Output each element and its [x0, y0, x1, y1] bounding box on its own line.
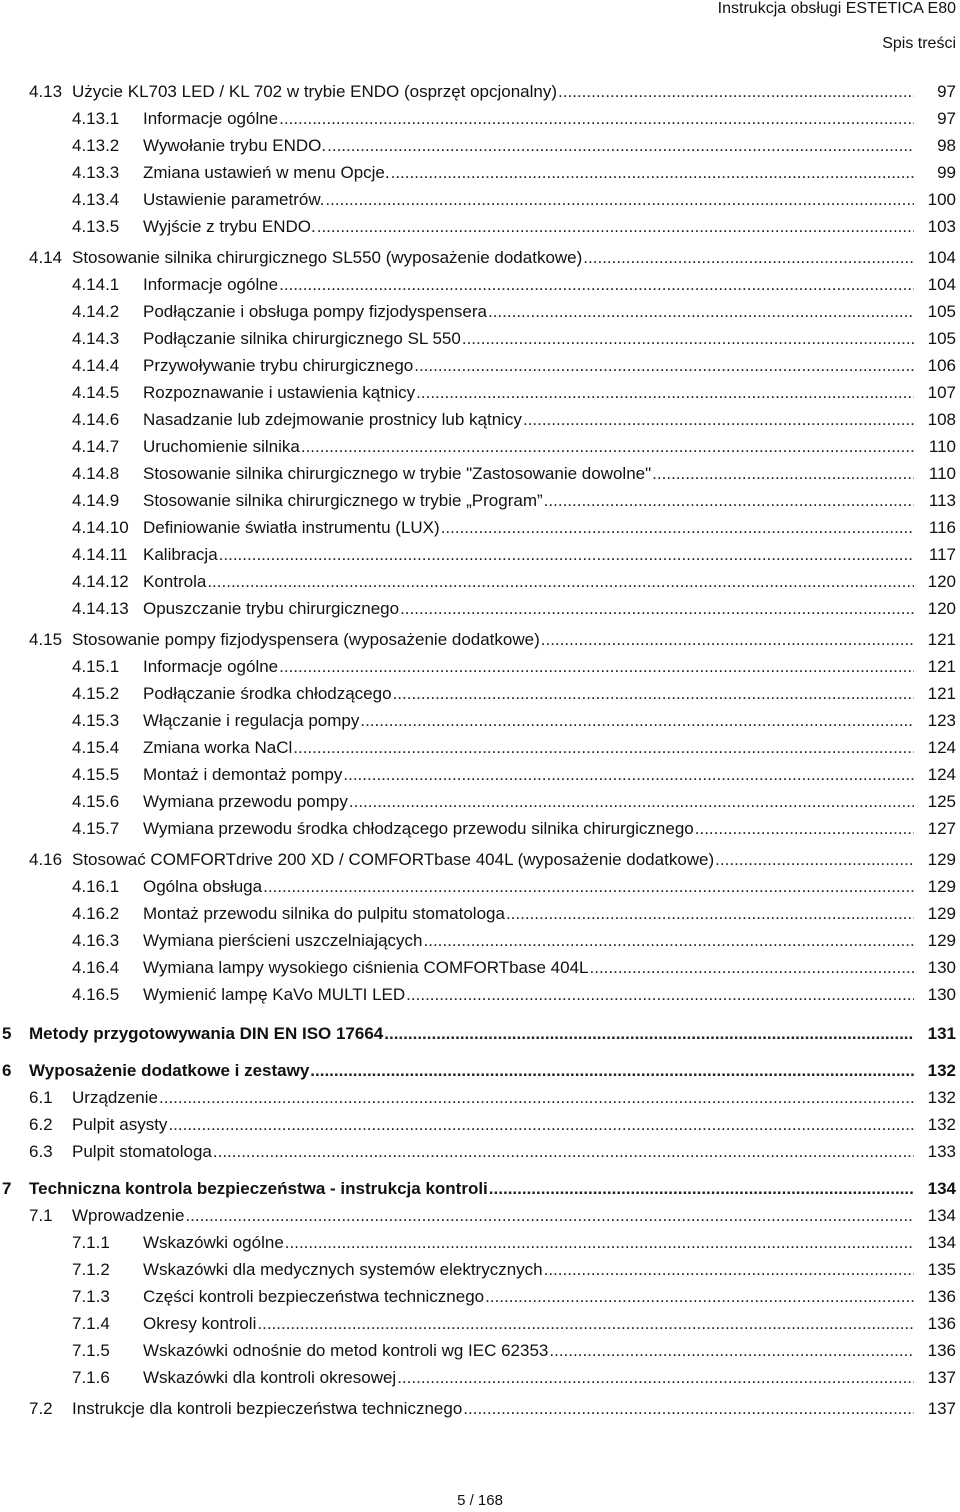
toc-entry-title[interactable]: Okresy kontroli — [143, 1314, 257, 1333]
toc-entry-body — [143, 958, 920, 978]
toc-entry-body — [72, 1142, 920, 1162]
toc-entry-title[interactable]: Stosowanie silnika chirurgicznego SL550 (wyposażenie dodatkowe) — [72, 248, 583, 267]
dot-leader — [310, 1061, 914, 1081]
toc-entry-title[interactable]: Montaż i demontaż pompy — [143, 765, 343, 784]
toc-entry-title[interactable]: Pulpit asysty — [72, 1115, 168, 1134]
dot-leader — [207, 572, 914, 592]
toc-entry[interactable] — [0, 850, 960, 874]
dot-leader — [463, 1399, 914, 1419]
toc-entry-body — [72, 1088, 920, 1108]
toc-entry[interactable] — [0, 877, 960, 901]
toc-entry[interactable] — [0, 1287, 960, 1311]
toc-entry-body — [29, 1061, 920, 1081]
toc-entry[interactable] — [0, 657, 960, 681]
toc-entry-page-number[interactable]: 120 — [927, 599, 956, 618]
toc-entry-number: 4.13 — [29, 82, 63, 101]
toc-entry-body — [143, 765, 920, 785]
toc-entry-body — [29, 1024, 920, 1044]
dot-leader — [384, 1024, 914, 1044]
dot-leader — [285, 1233, 914, 1253]
toc-entry-number: 4.16 — [29, 850, 63, 869]
toc-entry[interactable] — [0, 248, 960, 272]
dot-leader — [549, 1341, 914, 1361]
toc-entry-title[interactable]: Pulpit stomatologa — [72, 1142, 212, 1161]
toc-entry-body — [143, 383, 920, 403]
toc-entry-number: 4.13.5 — [72, 217, 120, 236]
toc-entry-page-number[interactable]: 104 — [927, 275, 956, 294]
dot-leader — [327, 136, 914, 156]
toc-entry-body — [143, 464, 920, 484]
toc-entry-page-number[interactable]: 120 — [927, 572, 956, 591]
toc-entry[interactable] — [0, 1314, 960, 1338]
toc-entry-page-number[interactable]: 137 — [927, 1399, 956, 1418]
toc-entry-title[interactable]: Rozpoznawanie i ustawienia kątnicy — [143, 383, 416, 402]
toc-entry-number: 6.2 — [29, 1115, 53, 1134]
toc-entry-number: 4.14.10 — [72, 518, 129, 537]
toc-entry-number: 7.1.3 — [72, 1287, 110, 1306]
toc-entry-body — [143, 302, 920, 322]
toc-entry-page-number[interactable]: 129 — [927, 904, 956, 923]
dot-leader — [695, 819, 914, 839]
toc-entry-page-number[interactable]: 106 — [927, 356, 956, 375]
toc-entry-page-number[interactable]: 108 — [927, 410, 956, 429]
toc-entry-page-number[interactable]: 99 — [937, 163, 956, 182]
dot-leader — [360, 711, 914, 731]
toc-entry-body — [143, 518, 920, 538]
toc-entry[interactable] — [0, 82, 960, 106]
toc-entry-body — [143, 711, 920, 731]
toc-entry-body — [143, 1287, 920, 1307]
toc-entry-page-number[interactable]: 129 — [927, 931, 956, 950]
toc-entry-number: 7.1.5 — [72, 1341, 110, 1360]
toc-entry-title[interactable]: Wymiana przewodu pompy — [143, 792, 348, 811]
toc-entry-title[interactable]: Wymiana przewodu środka chłodzącego przewodu silnika chirurgicznego — [143, 819, 694, 838]
toc-entry-number: 5 — [2, 1024, 12, 1043]
toc-entry-title[interactable]: Wymienić lampę KaVo MULTI LED — [143, 985, 406, 1004]
toc-entry[interactable] — [0, 738, 960, 762]
toc-entry[interactable] — [0, 545, 960, 569]
toc-entry-number: 7.1 — [29, 1206, 53, 1225]
toc-entry-title[interactable]: Informacje ogólne — [143, 657, 279, 676]
toc-entry-page-number[interactable]: 134 — [927, 1233, 956, 1252]
document-header-title: Instrukcja obsługi ESTETICA E80 — [717, 0, 956, 17]
toc-entry-page-number[interactable]: 134 — [927, 1206, 956, 1225]
toc-entry[interactable] — [0, 572, 960, 596]
dot-leader — [185, 1206, 914, 1226]
toc-entry-title[interactable]: Informacje ogólne — [143, 275, 279, 294]
toc-entry-title[interactable]: Montaż przewodu silnika do pulpitu stomatologa — [143, 904, 505, 923]
toc-entry-body — [143, 356, 920, 376]
toc-entry[interactable] — [0, 630, 960, 654]
dot-leader — [279, 657, 914, 677]
toc-entry-number: 4.13.2 — [72, 136, 120, 155]
toc-entry-number: 4.15.1 — [72, 657, 120, 676]
toc-entry-title[interactable]: Metody przygotowywania DIN EN ISO 17664 — [29, 1024, 384, 1043]
toc-entry-title[interactable]: Wskazówki dla kontroli okresowej — [143, 1368, 397, 1387]
toc-entry-page-number[interactable]: 136 — [927, 1341, 956, 1360]
toc-entry-page-number[interactable]: 105 — [927, 329, 956, 348]
toc-entry-body — [143, 985, 920, 1005]
toc-entry-number: 4.14.8 — [72, 464, 120, 483]
toc-entry-body — [72, 850, 920, 870]
toc-entry[interactable] — [0, 985, 960, 1009]
toc-entry-page-number[interactable]: 136 — [927, 1314, 956, 1333]
toc-entry-page-number[interactable]: 133 — [927, 1142, 956, 1161]
toc-entry-number: 4.16.1 — [72, 877, 120, 896]
toc-entry[interactable] — [0, 491, 960, 515]
toc-entry[interactable] — [0, 684, 960, 708]
toc-entry[interactable] — [0, 136, 960, 160]
toc-entry-number: 4.14 — [29, 248, 63, 267]
toc-entry-page-number[interactable]: 123 — [927, 711, 956, 730]
toc-entry-title[interactable]: Opuszczanie trybu chirurgicznego — [143, 599, 400, 618]
toc-entry-body — [72, 630, 920, 650]
toc-entry-title[interactable]: Wywołanie trybu ENDO. — [143, 136, 327, 155]
toc-entry[interactable] — [0, 711, 960, 735]
toc-entry-title[interactable]: Przywoływanie trybu chirurgicznego — [143, 356, 414, 375]
toc-entry-title[interactable]: Stosować COMFORTdrive 200 XD / COMFORTbase 404L (wyposażenie dodatkowe) — [72, 850, 715, 869]
toc-entry-number: 4.13.1 — [72, 109, 120, 128]
toc-entry[interactable] — [0, 437, 960, 461]
toc-entry-title[interactable]: Wskazówki ogólne — [143, 1233, 284, 1252]
dot-leader — [168, 1115, 914, 1135]
dot-leader — [219, 545, 914, 565]
toc-entry-page-number[interactable]: 129 — [927, 850, 956, 869]
toc-entry-number: 4.15.6 — [72, 792, 120, 811]
toc-entry[interactable] — [0, 1368, 960, 1392]
toc-entry-body — [143, 572, 920, 592]
dot-leader — [279, 275, 914, 295]
dot-leader — [544, 1260, 914, 1280]
toc-entry-number: 4.13.4 — [72, 190, 120, 209]
toc-entry-number: 6 — [2, 1061, 12, 1080]
toc-entry[interactable] — [0, 792, 960, 816]
toc-entry-number: 4.14.7 — [72, 437, 120, 456]
toc-entry-page-number[interactable]: 107 — [927, 383, 956, 402]
toc-entry-title[interactable]: Wyjście z trybu ENDO. — [143, 217, 316, 236]
toc-entry-body — [143, 684, 920, 704]
toc-entry-number: 4.16.5 — [72, 985, 120, 1004]
toc-entry[interactable] — [0, 1179, 960, 1203]
dot-leader — [400, 599, 914, 619]
toc-entry-title[interactable]: Techniczna kontrola bezpieczeństwa - instrukcja kontroli — [29, 1179, 488, 1198]
dot-leader — [393, 684, 914, 704]
toc-entry-number: 4.14.9 — [72, 491, 120, 510]
dot-leader — [715, 850, 914, 870]
toc-entry-body — [143, 437, 920, 457]
toc-entry-number: 4.14.6 — [72, 410, 120, 429]
toc-entry-body — [72, 1206, 920, 1226]
toc-entry[interactable] — [0, 1233, 960, 1257]
toc-entry[interactable] — [0, 819, 960, 843]
toc-entry-number: 6.3 — [29, 1142, 53, 1161]
toc-entry-page-number[interactable]: 132 — [927, 1088, 956, 1107]
toc-entry-number: 4.14.11 — [72, 545, 128, 564]
toc-entry[interactable] — [0, 1061, 960, 1085]
toc-entry[interactable] — [0, 464, 960, 488]
toc-entry[interactable] — [0, 904, 960, 928]
dot-leader — [301, 437, 914, 457]
dot-leader — [485, 1287, 914, 1307]
toc-entry-page-number[interactable]: 129 — [927, 877, 956, 896]
toc-entry-body — [143, 1314, 920, 1334]
toc-entry-page-number[interactable]: 132 — [927, 1115, 956, 1134]
toc-entry-number: 7.1.1 — [72, 1233, 110, 1252]
toc-entry-page-number[interactable]: 127 — [927, 819, 956, 838]
toc-entry-number: 7.1.4 — [72, 1314, 110, 1333]
toc-entry-title[interactable]: Ogólna obsługa — [143, 877, 263, 896]
toc-entry-title[interactable]: Podłączanie silnika chirurgicznego SL 550 — [143, 329, 461, 348]
toc-entry-number: 6.1 — [29, 1088, 53, 1107]
toc-entry-number: 4.14.5 — [72, 383, 120, 402]
toc-entry-title[interactable]: Stosowanie silnika chirurgicznego w trybie "Zastosowanie dowolne" — [143, 464, 652, 483]
toc-entry-title[interactable]: Ustawienie parametrów. — [143, 190, 325, 209]
toc-entry[interactable] — [0, 1260, 960, 1284]
toc-entry-number: 4.15.4 — [72, 738, 120, 757]
toc-entry-body — [143, 545, 920, 565]
toc-entry-body — [72, 1399, 920, 1419]
dot-leader — [279, 109, 914, 129]
toc-entry-page-number[interactable]: 121 — [927, 630, 956, 649]
toc-entry-title[interactable]: Wymiana pierścieni uszczelniających — [143, 931, 423, 950]
toc-entry-number: 4.16.4 — [72, 958, 120, 977]
toc-entry-number: 4.16.2 — [72, 904, 120, 923]
toc-entry-number: 4.14.2 — [72, 302, 120, 321]
dot-leader — [263, 877, 914, 897]
toc-entry-body — [143, 163, 920, 183]
toc-entry[interactable] — [0, 1341, 960, 1365]
toc-entry-page-number[interactable]: 121 — [927, 657, 956, 676]
toc-entry-number: 4.15.5 — [72, 765, 120, 784]
toc-entry-body — [143, 1341, 920, 1361]
dot-leader — [416, 383, 914, 403]
toc-entry-number: 4.15 — [29, 630, 63, 649]
toc-entry-body — [143, 819, 920, 839]
toc-entry[interactable] — [0, 163, 960, 187]
dot-leader — [583, 248, 914, 268]
toc-entry-page-number[interactable]: 97 — [937, 109, 956, 128]
toc-entry-title[interactable]: Wyposażenie dodatkowe i zestawy — [29, 1061, 310, 1080]
toc-entry[interactable] — [0, 356, 960, 380]
toc-entry[interactable] — [0, 1024, 960, 1048]
toc-entry-title[interactable]: Wymiana lampy wysokiego ciśnienia COMFORTbase 404L — [143, 958, 589, 977]
toc-entry-title[interactable]: Wprowadzenie — [72, 1206, 185, 1225]
toc-entry-page-number[interactable]: 124 — [927, 738, 956, 757]
dot-leader — [489, 1179, 914, 1199]
toc-entry-page-number[interactable]: 130 — [927, 958, 956, 977]
dot-leader — [257, 1314, 914, 1334]
dot-leader — [652, 464, 914, 484]
toc-entry-body — [143, 410, 920, 430]
toc-entry[interactable] — [0, 1088, 960, 1112]
toc-entry-body — [143, 1260, 920, 1280]
toc-entry-number: 4.14.12 — [72, 572, 129, 591]
toc-entry-page-number[interactable]: 97 — [937, 82, 956, 101]
toc-entry-title[interactable]: Urządzenie — [72, 1088, 158, 1107]
toc-entry-number: 4.14.3 — [72, 329, 120, 348]
dot-leader — [541, 630, 914, 650]
dot-leader — [441, 518, 914, 538]
toc-entry[interactable] — [0, 190, 960, 214]
dot-leader — [414, 356, 914, 376]
toc-entry-page-number[interactable]: 103 — [927, 217, 956, 236]
dot-leader — [213, 1142, 914, 1162]
toc-entry-title[interactable]: Włączanie i regulacja pompy — [143, 711, 360, 730]
toc-entry-number: 7.2 — [29, 1399, 53, 1418]
toc-entry-page-number[interactable]: 105 — [927, 302, 956, 321]
toc-entry[interactable] — [0, 410, 960, 434]
dot-leader — [325, 190, 914, 210]
toc-entry-page-number[interactable]: 110 — [928, 464, 956, 483]
toc-entry[interactable] — [0, 1399, 960, 1423]
toc-entry-body — [143, 1368, 920, 1388]
toc-entry[interactable] — [0, 931, 960, 955]
dot-leader — [544, 491, 914, 511]
toc-entry-title[interactable]: Instrukcje dla kontroli bezpieczeństwa technicznego — [72, 1399, 463, 1418]
toc-entry-number: 4.13.3 — [72, 163, 120, 182]
dot-leader — [343, 765, 914, 785]
toc-entry-title[interactable]: Kalibracja — [143, 545, 218, 564]
toc-entry-page-number[interactable]: 98 — [937, 136, 956, 155]
toc-entry-page-number[interactable]: 117 — [928, 545, 956, 564]
dot-leader — [462, 329, 914, 349]
dot-leader — [506, 904, 914, 924]
dot-leader — [523, 410, 914, 430]
toc-entry-page-number[interactable]: 110 — [928, 437, 956, 456]
toc-entry-title[interactable]: Informacje ogólne — [143, 109, 279, 128]
toc-entry-title[interactable]: Stosowanie pompy fizjodyspensera (wyposażenie dodatkowe) — [72, 630, 540, 649]
page-indicator: 5 / 168 — [457, 1492, 503, 1509]
toc-entry-body — [143, 877, 920, 897]
dot-leader — [406, 985, 914, 1005]
toc-entry-title[interactable]: Kontrola — [143, 572, 207, 591]
toc-entry-title[interactable]: Stosowanie silnika chirurgicznego w trybie „Program” — [143, 491, 543, 510]
toc-entry[interactable] — [0, 599, 960, 623]
toc-entry[interactable] — [0, 765, 960, 789]
toc-entry-title[interactable]: Zmiana ustawień w menu Opcje. — [143, 163, 390, 182]
toc-entry[interactable] — [0, 1206, 960, 1230]
toc-entry-number: 7.1.6 — [72, 1368, 110, 1387]
toc-entry[interactable] — [0, 958, 960, 982]
dot-leader — [159, 1088, 914, 1108]
dot-leader — [349, 792, 914, 812]
toc-entry-page-number[interactable]: 116 — [928, 518, 956, 537]
toc-entry-page-number[interactable]: 132 — [927, 1061, 956, 1080]
section-name: Spis treści — [882, 35, 956, 52]
toc-entry-body — [143, 136, 920, 156]
toc-entry-page-number[interactable]: 125 — [927, 792, 956, 811]
toc-entry-body — [143, 738, 920, 758]
toc-entry[interactable] — [0, 383, 960, 407]
toc-entry-body — [143, 931, 920, 951]
toc-entry-number: 4.15.2 — [72, 684, 120, 703]
toc-entry-page-number[interactable]: 100 — [927, 190, 956, 209]
toc-entry-number: 4.14.1 — [72, 275, 120, 294]
toc-entry-body — [72, 82, 920, 102]
dot-leader — [424, 931, 914, 951]
toc-entry-title[interactable]: Zmiana worka NaCl — [143, 738, 293, 757]
toc-entry-page-number[interactable]: 135 — [927, 1260, 956, 1279]
toc-entry-page-number[interactable]: 130 — [927, 985, 956, 1004]
toc-entry-title[interactable]: Części kontroli bezpieczeństwa technicznego — [143, 1287, 485, 1306]
toc-entry[interactable] — [0, 1142, 960, 1166]
toc-entry-number: 7 — [2, 1179, 12, 1198]
toc-entry-title[interactable]: Użycie KL703 LED / KL 702 w trybie ENDO (osprzęt opcjonalny) — [72, 82, 558, 101]
toc-entry-body — [143, 491, 920, 511]
toc-entry-page-number[interactable]: 121 — [927, 684, 956, 703]
dot-leader — [397, 1368, 914, 1388]
toc-entry-page-number[interactable]: 104 — [927, 248, 956, 267]
toc-entry-number: 4.15.3 — [72, 711, 120, 730]
toc-entry-body — [143, 109, 920, 129]
toc-entry-title[interactable]: Podłączanie i obsługa pompy fizjodyspensera — [143, 302, 487, 321]
toc-entry[interactable] — [0, 1115, 960, 1139]
toc-entry-body — [143, 275, 920, 295]
toc-entry-title[interactable]: Podłączanie środka chłodzącego — [143, 684, 392, 703]
toc-entry[interactable] — [0, 329, 960, 353]
toc-entry-body — [143, 190, 920, 210]
toc-entry[interactable] — [0, 275, 960, 299]
toc-entry-body — [143, 904, 920, 924]
toc-entry-page-number[interactable]: 131 — [927, 1024, 956, 1043]
toc-entry-page-number[interactable]: 134 — [927, 1179, 956, 1198]
toc-entry[interactable] — [0, 217, 960, 241]
dot-leader — [317, 217, 914, 237]
toc-entry-number: 4.15.7 — [72, 819, 120, 838]
toc-entry-body — [143, 792, 920, 812]
toc-entry-page-number[interactable]: 136 — [927, 1287, 956, 1306]
toc-entry[interactable] — [0, 109, 960, 133]
toc-entry-title[interactable]: Wskazówki dla medycznych systemów elektrycznych — [143, 1260, 543, 1279]
toc-entry-number: 4.14.13 — [72, 599, 129, 618]
dot-leader — [488, 302, 914, 322]
toc-entry-page-number[interactable]: 137 — [927, 1368, 956, 1387]
toc-entry-number: 4.16.3 — [72, 931, 120, 950]
dot-leader — [391, 163, 914, 183]
toc-entry-body — [72, 248, 920, 268]
toc-entry-title[interactable]: Wskazówki odnośnie do metod kontroli wg IEC 62353 — [143, 1341, 549, 1360]
toc-entry-page-number[interactable]: 124 — [927, 765, 956, 784]
toc-entry-number: 7.1.2 — [72, 1260, 110, 1279]
toc-entry[interactable] — [0, 518, 960, 542]
toc-entry-page-number[interactable]: 113 — [928, 491, 956, 510]
toc-entry-body — [143, 329, 920, 349]
toc-entry-body — [143, 1233, 920, 1253]
dot-leader — [558, 82, 914, 102]
toc-entry-number: 4.14.4 — [72, 356, 120, 375]
dot-leader — [590, 958, 915, 978]
toc-entry-title[interactable]: Nasadzanie lub zdejmowanie prostnicy lub kątnicy — [143, 410, 522, 429]
toc-entry-body — [143, 599, 920, 619]
toc-entry-body — [143, 657, 920, 677]
toc-entry-title[interactable]: Uruchomienie silnika — [143, 437, 300, 456]
toc-entry-body — [143, 217, 920, 237]
toc-entry-title[interactable]: Definiowanie światła instrumentu (LUX) — [143, 518, 440, 537]
toc-entry[interactable] — [0, 302, 960, 326]
dot-leader — [293, 738, 914, 758]
toc-entry-body — [29, 1179, 920, 1199]
toc-entry-body — [72, 1115, 920, 1135]
